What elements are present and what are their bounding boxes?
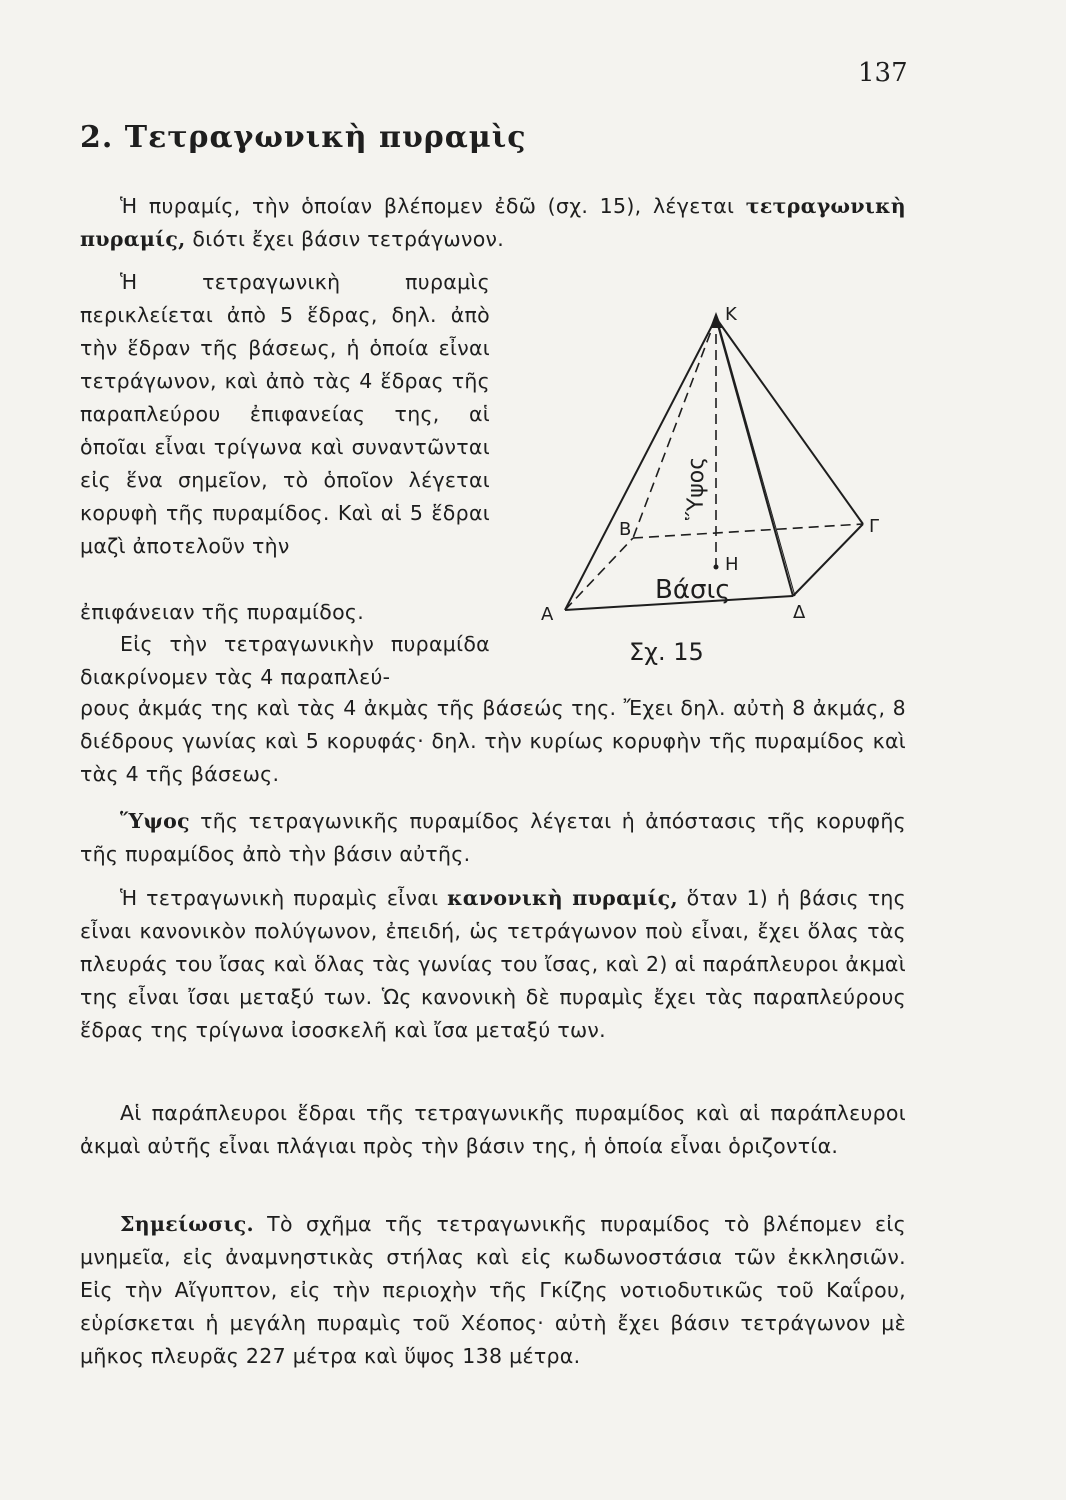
term-regular-pyramid: κανονικὴ πυραμίς, — [447, 886, 678, 910]
label-height: Ὕψος — [684, 456, 709, 520]
paragraph-definition — [80, 190, 906, 256]
paragraph-faces: Ἡ τετραγωνικὴ πυραμὶς περικλείεται ἀπὸ 5 ἕδρας, δηλ. ἀπὸ τὴν ἕδραν τῆς βάσεως, ἡ ὁποία εἶναι τετράγωνον, καὶ ἀπὸ τὰς 4 ἕδρας τῆς παραπλεύρου ἐπιφανείας της, αἱ ὁποῖαι εἶναι τρίγωνα καὶ συναντῶνται εἰς ἕνα σημεῖον, τὸ ὁποῖον λέγεται κορυφὴ τῆς πυραμίδος. Καὶ αἱ 5 ἕδραι μαζὶ ἀποτελοῦν τὴν — [80, 270, 490, 558]
label-base: Βάσις — [655, 575, 731, 605]
text-run: Ἡ πυραμίς, τὴν ὁποίαν βλέπομεν ἐδῶ (σχ. 15), λέγεται — [120, 194, 746, 218]
paragraph-regular-pyramid — [80, 882, 906, 1047]
edge-bg — [633, 524, 863, 538]
term-square-pyramid: τετραγωνικὴ πυραμίς, — [80, 194, 906, 251]
figure-caption: Σχ. 15 — [629, 638, 704, 666]
foot-point — [714, 565, 719, 570]
edge-ab — [565, 538, 633, 610]
paragraph-faces-end: ἐπιφάνειαν τῆς πυραμίδος. — [80, 600, 365, 624]
text-run: ὅταν 1) ἡ βάσις της εἶναι κανονικὸν πολύγωνον, ἐπειδή, ὡς τετράγωνον ποὺ εἶναι, ἔχει ὅλας τὰς πλευράς του ἴσας καὶ ὅλας τὰς γωνίας του ἴσας, καὶ 2) αἱ παράπλευροι ἀκμαὶ της εἶναι ἴσαι μεταξύ των. Ὡς κανονικὴ δὲ πυραμὶς ἔχει τὰς παραπλεύρους ἕδρας της τρίγωνα ἰσοσκελῆ καὶ ἴσα μεταξύ των. — [80, 886, 906, 1042]
label-apex: Κ — [725, 304, 737, 325]
edge-kg — [716, 318, 863, 524]
label-a: Α — [541, 604, 554, 625]
section-title: 2. Τετραγωνικὴ πυραμὶς — [80, 120, 527, 155]
label-foot: Η — [725, 554, 739, 575]
text-run: Τὸ σχῆμα τῆς τετραγωνικῆς πυραμίδος τὸ βλέπομεν εἰς μνημεῖα, εἰς ἀναμνηστικὰς στήλας καὶ εἰς κωδωνοστάσια τῶν ἐκκλησιῶν. Εἰς τὴν Αἴγυπτον, εἰς τὴν περιοχὴν τῆς Γκίζης νοτιοδυτικῶς τοῦ Καΐρου, εὑρίσκεται ἡ μεγάλη πυραμὶς τοῦ Χέοπος· αὐτὴ ἔχει βάσιν τετράγωνον μὲ μῆκος πλευρᾶς 227 μέτρα καὶ ὕψος 138 μέτρα. — [80, 1212, 906, 1368]
label-g: Γ — [869, 516, 880, 537]
paragraph-lateral: Αἱ παράπλευροι ἕδραι τῆς τετραγωνικῆς πυραμίδος καὶ αἱ παράπλευροι ἀκμαὶ αὐτῆς εἶναι πλάγιαι πρὸς τὴν βάσιν της, ἡ ὁποία εἶναι ὁριζοντία. — [80, 1101, 906, 1158]
pyramid-diagram — [525, 280, 905, 670]
label-d: Δ — [793, 602, 806, 623]
paragraph-height — [80, 805, 906, 871]
paragraph-edges-start: Εἰς τὴν τετραγωνικὴν πυραμίδα διακρίνομεν τὰς 4 παραπλεύ- — [80, 632, 490, 689]
text-run: Ἡ τετραγωνικὴ πυραμὶς εἶναι — [120, 886, 448, 910]
edge-dg — [793, 524, 863, 596]
paragraph-note — [80, 1208, 906, 1373]
pyramid-figure — [525, 280, 905, 670]
apex-mark — [710, 312, 722, 328]
note-label: Σημείωσις. — [120, 1212, 254, 1236]
text-run: διότι ἔχει βάσιν τετράγωνον. — [185, 227, 505, 251]
term-height: Ὕψος — [120, 809, 190, 833]
page-number: 137 — [858, 58, 908, 88]
text-run: τῆς τετραγωνικῆς πυραμίδος λέγεται ἡ ἀπόστασις τῆς κορυφῆς τῆς πυραμίδος ἀπὸ τὴν βάσιν αὐτῆς. — [80, 809, 906, 866]
paragraph-edges: ρους ἀκμάς της καὶ τὰς 4 ἀκμὰς τῆς βάσεώς της. Ἔχει δηλ. αὐτὴ 8 ἀκμάς, 8 διέδρους γωνίας καὶ 5 κορυφάς· δηλ. τὴν κυρίως κορυφὴν τῆς πυραμίδος καὶ τὰς 4 τῆς βάσεως. — [80, 696, 906, 786]
label-b: Β — [619, 519, 632, 540]
